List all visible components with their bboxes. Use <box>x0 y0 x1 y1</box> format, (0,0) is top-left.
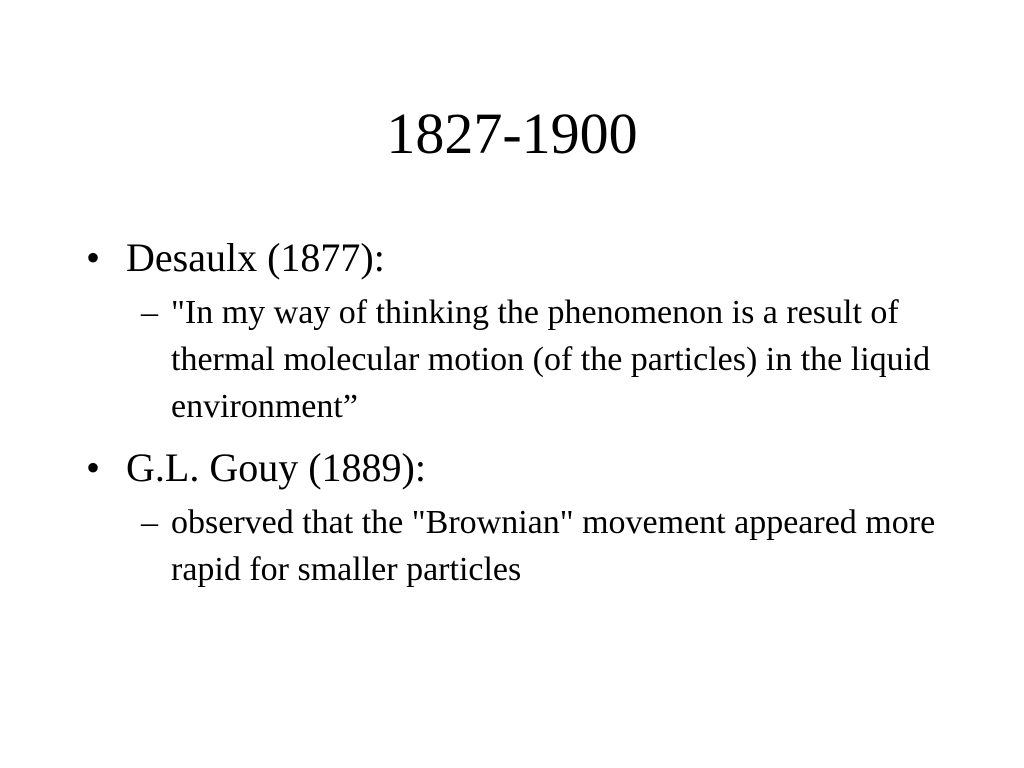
sub-marker: – <box>141 294 158 331</box>
sub-item-text: observed that the "Brownian" movement appeared more rapid for smaller particles <box>171 504 936 588</box>
sub-item-desaulx-quote <box>86 289 946 430</box>
bullet-heading: G.L. Gouy (1889): <box>126 445 426 490</box>
sub-item-gouy-observation <box>86 499 946 593</box>
slide-content <box>86 232 946 605</box>
bullet-marker: • <box>86 235 101 280</box>
bullet-item-gouy <box>86 442 946 494</box>
bullet-item-desaulx <box>86 232 946 284</box>
bullet-marker: • <box>86 445 101 490</box>
bullet-heading: Desaulx (1877): <box>126 235 385 280</box>
slide-title: 1827-1900 <box>386 101 638 166</box>
sub-marker: – <box>141 504 158 541</box>
sub-item-text: "In my way of thinking the phenomenon is a result of thermal molecular motion (of the particles) in the liquid environment” <box>171 294 931 425</box>
